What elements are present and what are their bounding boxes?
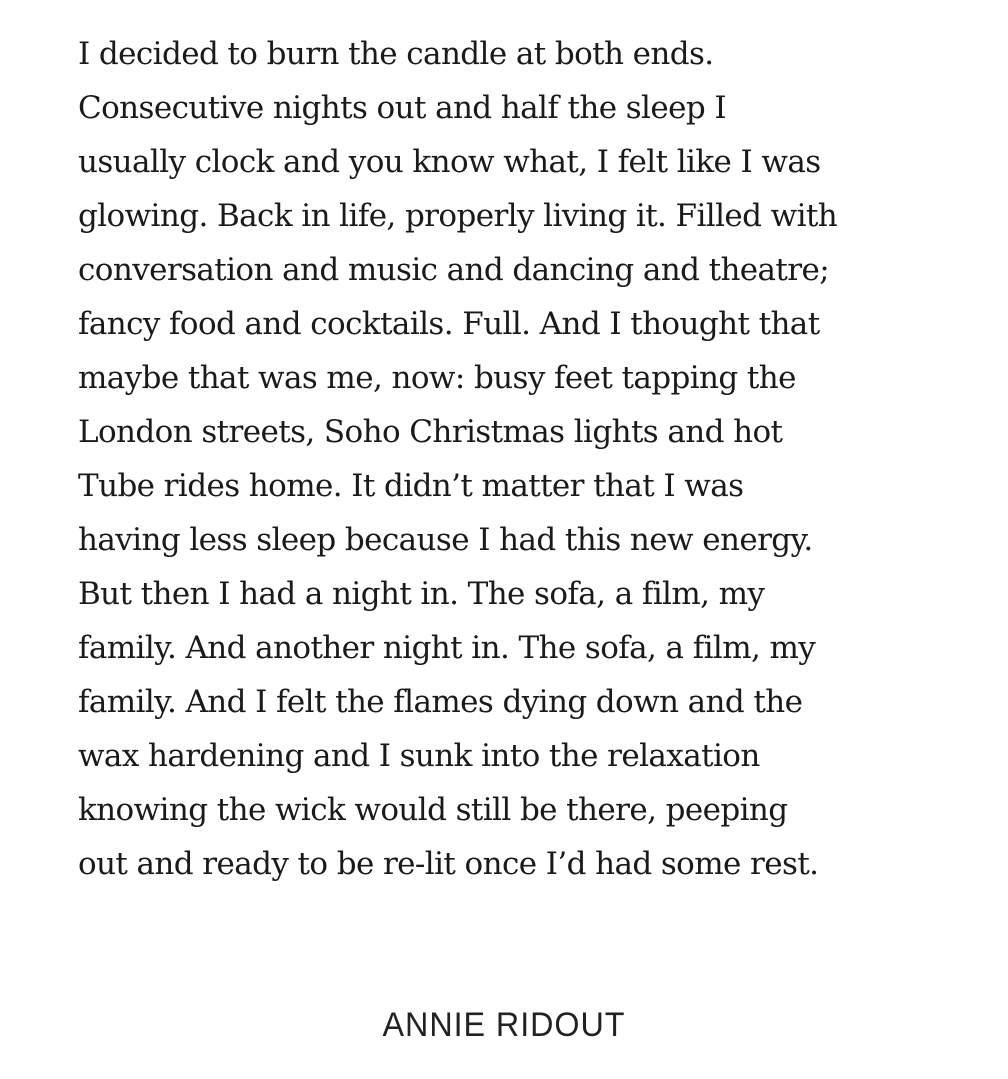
text-line: having less sleep because I had this new energy. [78, 522, 813, 558]
text-line: Consecutive nights out and half the sleep I [78, 90, 726, 126]
text-line: wax hardening and I sunk into the relaxation [78, 738, 760, 774]
text-line: conversation and music and dancing and theatre; [78, 252, 830, 288]
text-line: knowing the wick would still be there, peeping [78, 792, 788, 828]
text-line: But then I had a night in. The sofa, a film, my [78, 576, 765, 612]
body-text [78, 27, 978, 891]
text-line: fancy food and cocktails. Full. And I thought that [78, 306, 820, 342]
text-line: usually clock and you know what, I felt like I was [78, 144, 821, 180]
text-line: London streets, Soho Christmas lights and hot [78, 414, 783, 450]
text-line: I decided to burn the candle at both ends. [78, 36, 714, 72]
brand-logo: ANNIE RIDOUT [382, 1006, 626, 1044]
text-line: Tube rides home. It didn’t matter that I was [78, 468, 744, 504]
text-line: family. And I felt the flames dying down and the [78, 684, 803, 720]
text-line: out and ready to be re-lit once I’d had some rest. [78, 846, 819, 882]
text-line: family. And another night in. The sofa, a film, my [78, 630, 816, 666]
text-line: glowing. Back in life, properly living it. Filled with [78, 198, 838, 234]
text-line: maybe that was me, now: busy feet tapping the [78, 360, 796, 396]
